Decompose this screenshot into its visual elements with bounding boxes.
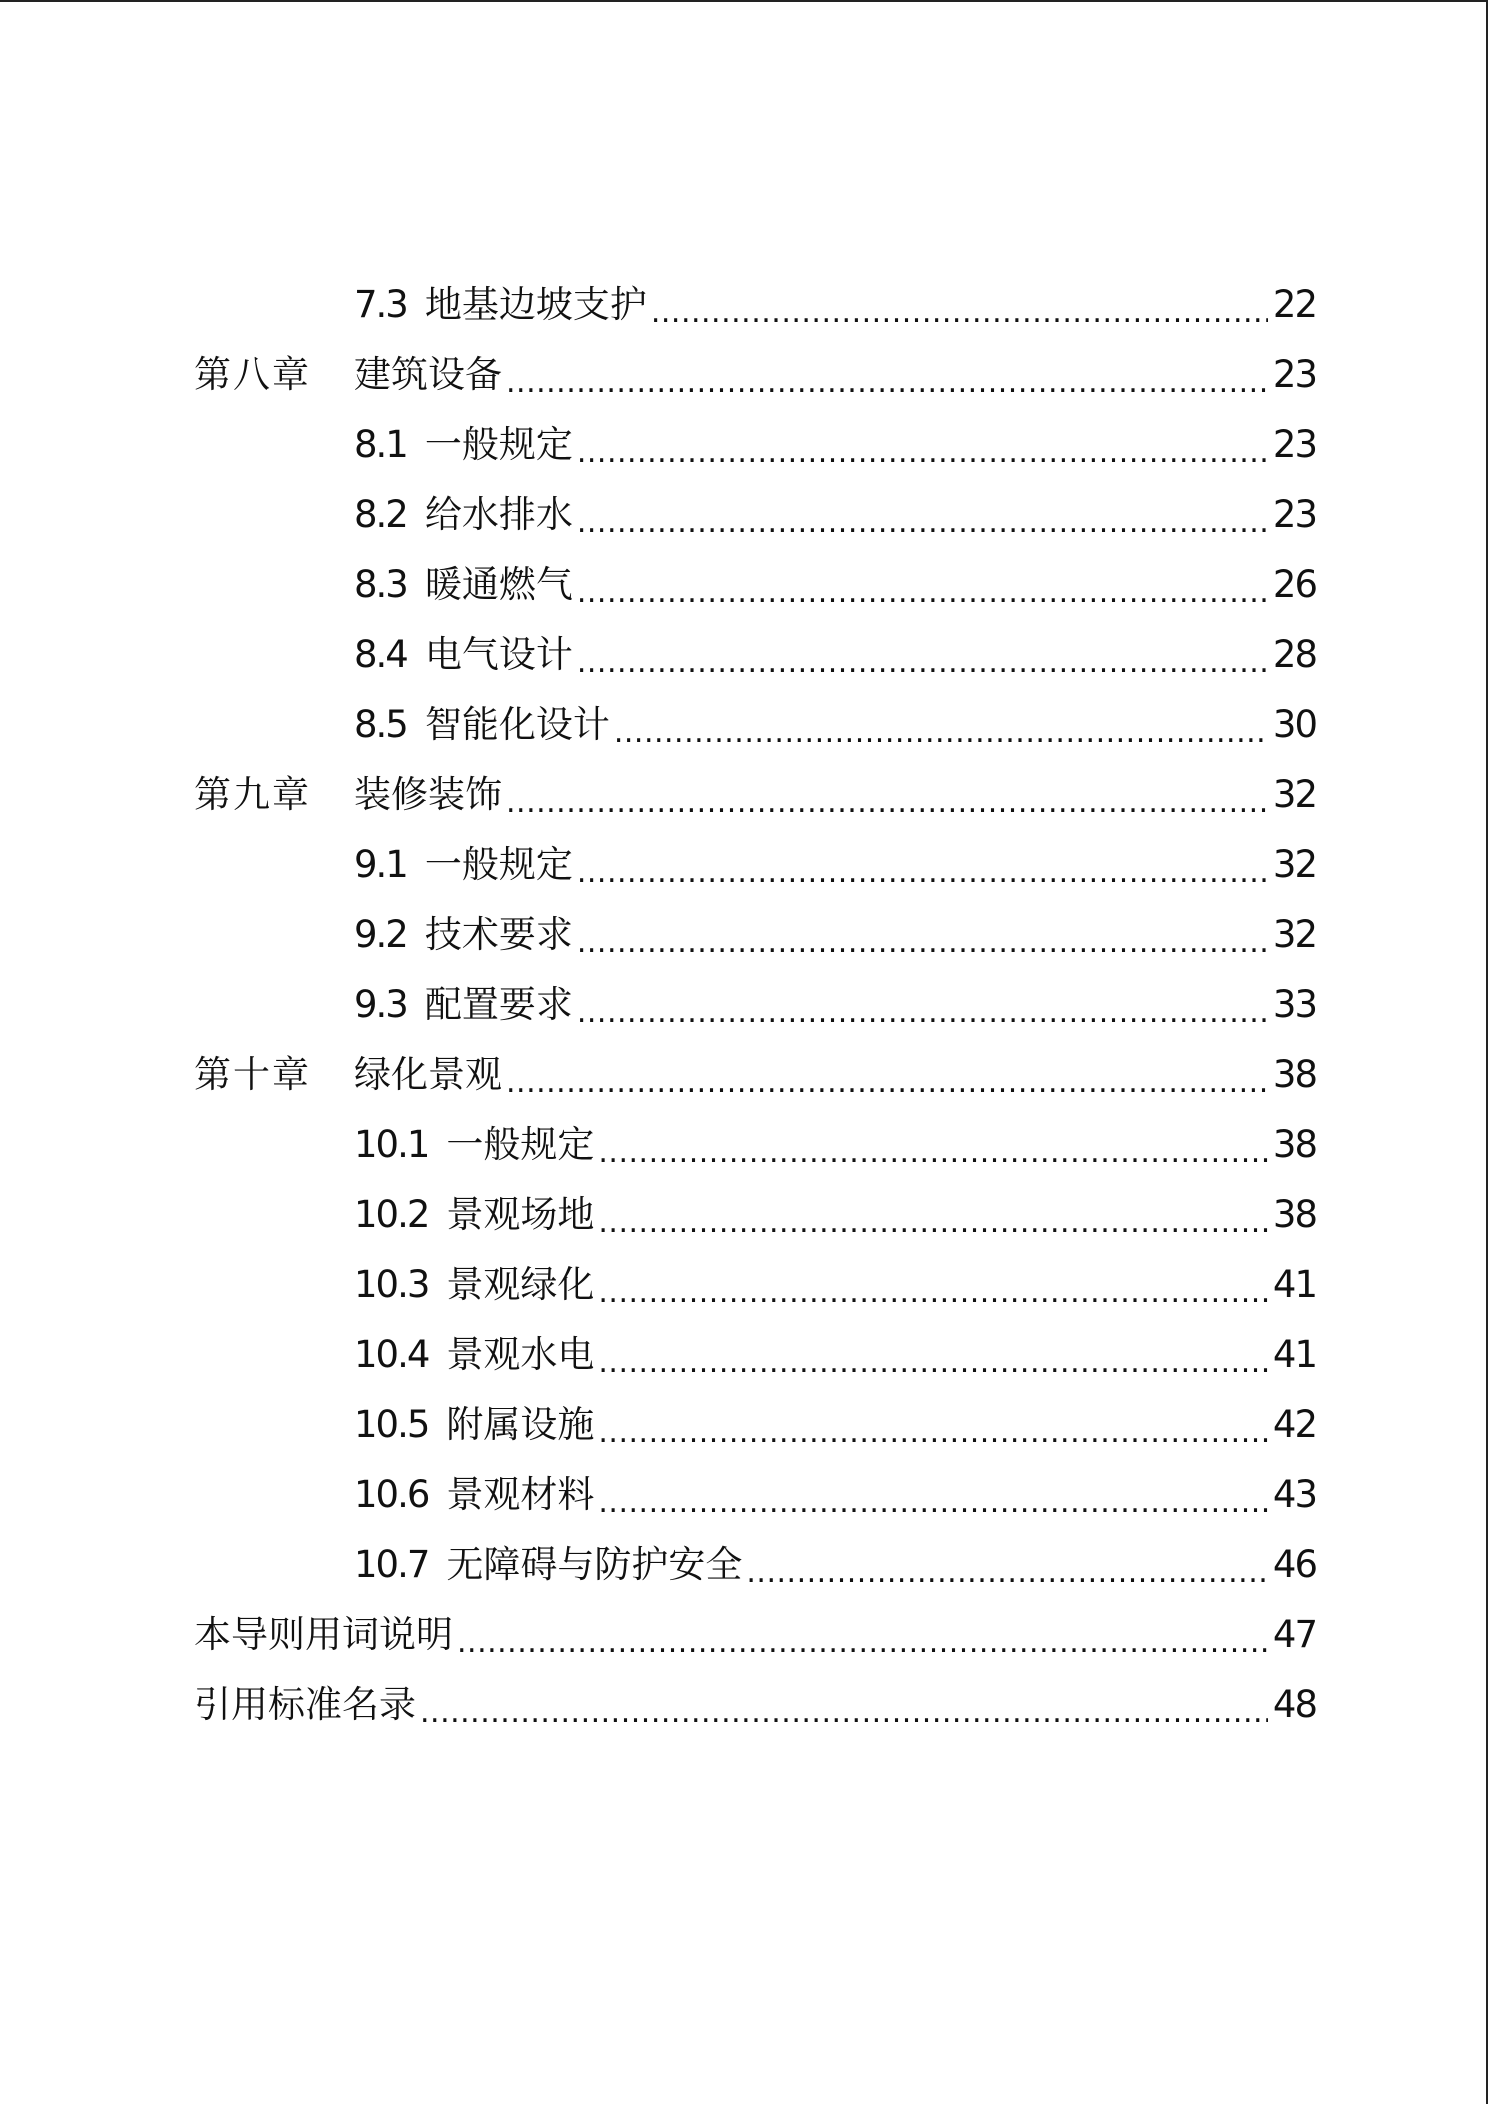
toc-entry[interactable]: [194, 550, 1316, 620]
toc-entry-number: 10.6: [354, 1473, 429, 1516]
toc-entry-number: 10.4: [354, 1333, 429, 1376]
toc-chapter-entry[interactable]: [194, 1040, 1316, 1110]
dot-leader: [746, 1530, 1268, 1600]
toc-entry-page: 33: [1272, 983, 1316, 1026]
dot-leader: [577, 480, 1268, 550]
toc-entry-page: 46: [1272, 1543, 1316, 1586]
toc-entry-number: 10.1: [354, 1123, 429, 1166]
toc-entry-page: 42: [1272, 1403, 1316, 1446]
toc-entry-title: 配置要求: [424, 983, 573, 1026]
toc-entry[interactable]: [194, 410, 1316, 480]
toc-chapter-entry[interactable]: [194, 340, 1316, 410]
toc-entry[interactable]: [194, 900, 1316, 970]
toc-entry-number: 8.3: [354, 563, 407, 606]
toc-entry[interactable]: [194, 270, 1316, 340]
dot-leader: [506, 760, 1268, 830]
dot-leader: [506, 1040, 1268, 1110]
dot-leader: [506, 340, 1268, 410]
toc-entry-page: 32: [1272, 913, 1316, 956]
dot-leader: [420, 1670, 1268, 1740]
toc-entry-page: 48: [1272, 1683, 1316, 1726]
toc-entry-number: 8.4: [354, 633, 407, 676]
toc-entry-title: 技术要求: [424, 913, 573, 956]
toc-entry-number: 7.3: [354, 283, 407, 326]
toc-entry-title: 景观水电: [446, 1333, 595, 1376]
toc-entry-title: 电气设计: [424, 633, 573, 676]
dot-leader: [577, 620, 1268, 690]
toc-entry-number: 10.7: [354, 1543, 429, 1586]
toc-entry[interactable]: [194, 1460, 1316, 1530]
toc-entry-number: 8.2: [354, 493, 407, 536]
dot-leader: [598, 1110, 1268, 1180]
dot-leader: [614, 690, 1268, 760]
toc-entry-title: 一般规定: [424, 843, 573, 886]
toc-entry-title: 地基边坡支护: [424, 283, 647, 326]
toc-entry-title: 无障碍与防护安全: [446, 1543, 743, 1586]
toc-entry-title: 一般规定: [424, 423, 573, 466]
toc-entry-page: 22: [1272, 283, 1316, 326]
toc-entry-page: 23: [1272, 353, 1316, 396]
toc-entry[interactable]: [194, 620, 1316, 690]
toc-entry-title: 一般规定: [446, 1123, 595, 1166]
toc-entry[interactable]: [194, 1320, 1316, 1390]
dot-leader: [577, 900, 1268, 970]
dot-leader: [651, 270, 1268, 340]
toc-entry-title: 暖通燃气: [424, 563, 573, 606]
toc-entry-title: 给水排水: [424, 493, 573, 536]
toc-entry-page: 38: [1272, 1053, 1316, 1096]
toc-entry-page: 23: [1272, 423, 1316, 466]
toc-entry-number: 10.3: [354, 1263, 429, 1306]
dot-leader: [577, 830, 1268, 900]
toc-entry-title: 引用标准名录: [194, 1683, 416, 1726]
toc-entry[interactable]: [194, 1530, 1316, 1600]
table-of-contents: [194, 270, 1316, 1740]
dot-leader: [577, 550, 1268, 620]
toc-chapter-entry[interactable]: [194, 760, 1316, 830]
toc-entry-number: 10.5: [354, 1403, 429, 1446]
toc-entry-number: 9.2: [354, 913, 407, 956]
toc-entry-page: 41: [1272, 1333, 1316, 1376]
toc-chapter-number: 第八章: [194, 353, 311, 396]
toc-chapter-number: 第十章: [194, 1053, 311, 1096]
toc-entry-page: 43: [1272, 1473, 1316, 1516]
toc-entry[interactable]: [194, 1250, 1316, 1320]
toc-entry[interactable]: [194, 1110, 1316, 1180]
toc-entry-page: 28: [1272, 633, 1316, 676]
toc-entry-page: 38: [1272, 1123, 1316, 1166]
toc-entry-page: 47: [1272, 1613, 1316, 1656]
toc-entry-page: 41: [1272, 1263, 1316, 1306]
toc-entry-page: 26: [1272, 563, 1316, 606]
dot-leader: [598, 1390, 1268, 1460]
dot-leader: [577, 410, 1268, 480]
toc-entry[interactable]: [194, 970, 1316, 1040]
dot-leader: [598, 1460, 1268, 1530]
toc-entry-page: 32: [1272, 843, 1316, 886]
toc-entry-number: 9.3: [354, 983, 407, 1026]
toc-entry-page: 23: [1272, 493, 1316, 536]
toc-appendix-entry[interactable]: [194, 1600, 1316, 1670]
toc-entry-number: 8.1: [354, 423, 407, 466]
toc-entry-title: 建筑设备: [354, 353, 502, 396]
toc-entry[interactable]: [194, 1180, 1316, 1250]
toc-entry[interactable]: [194, 690, 1316, 760]
dot-leader: [577, 970, 1268, 1040]
toc-entry-page: 30: [1272, 703, 1316, 746]
dot-leader: [598, 1180, 1268, 1250]
toc-entry-title: 附属设施: [446, 1403, 595, 1446]
toc-appendix-entry[interactable]: [194, 1670, 1316, 1740]
toc-entry[interactable]: [194, 1390, 1316, 1460]
toc-entry-title: 景观材料: [446, 1473, 595, 1516]
page-top-border: [0, 0, 1488, 2]
toc-entry-title: 装修装饰: [354, 773, 502, 816]
toc-entry[interactable]: [194, 480, 1316, 550]
toc-entry-title: 智能化设计: [424, 703, 610, 746]
toc-entry-page: 38: [1272, 1193, 1316, 1236]
toc-entry-title: 本导则用词说明: [194, 1613, 453, 1656]
toc-entry-title: 景观绿化: [446, 1263, 595, 1306]
toc-chapter-number: 第九章: [194, 773, 311, 816]
toc-entry-number: 9.1: [354, 843, 407, 886]
toc-entry-number: 10.2: [354, 1193, 429, 1236]
dot-leader: [457, 1600, 1268, 1670]
dot-leader: [598, 1320, 1268, 1390]
toc-entry-title: 绿化景观: [354, 1053, 502, 1096]
toc-entry-title: 景观场地: [446, 1193, 595, 1236]
toc-entry-number: 8.5: [354, 703, 407, 746]
toc-entry[interactable]: [194, 830, 1316, 900]
toc-entry-page: 32: [1272, 773, 1316, 816]
dot-leader: [598, 1250, 1268, 1320]
